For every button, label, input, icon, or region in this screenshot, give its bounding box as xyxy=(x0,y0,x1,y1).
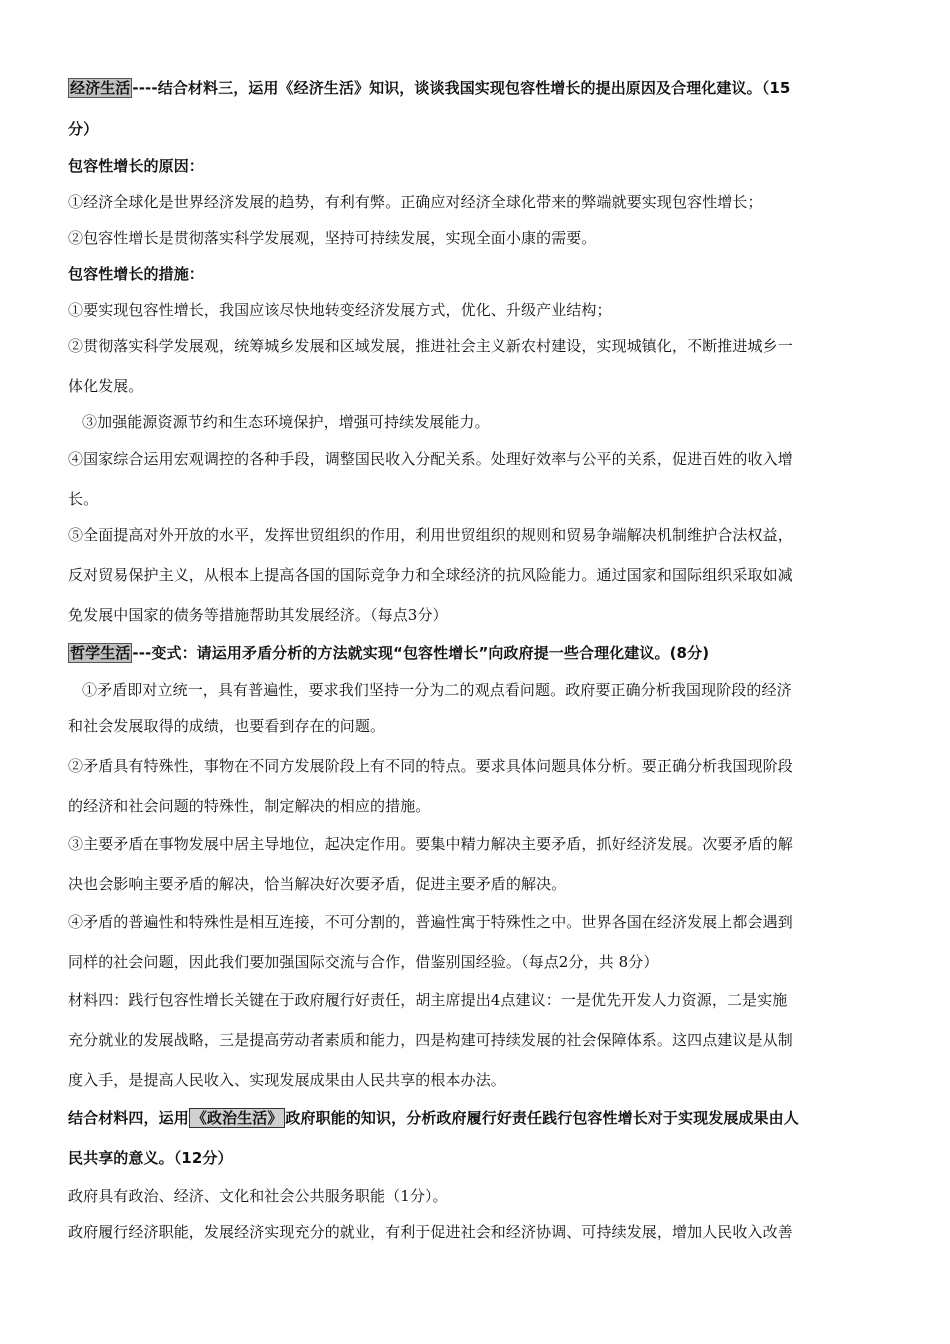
measure-item: ①要实现包容性增长，我国应该尽快地转变经济发展方式，优化、升级产业结构； xyxy=(68,301,612,319)
philosophy-item-cont: 决也会影响主要矛盾的解决，恰当解决好次要矛盾，促进主要矛盾的解决。 xyxy=(68,875,567,893)
question-politics-score: 民共享的意义。（12分） xyxy=(68,1149,233,1167)
philosophy-item-cont: 和社会发展取得的成绩，也要看到存在的问题。 xyxy=(68,717,386,735)
measure-item-cont: 反对贸易保护主义，从根本上提高各国的国际竞争力和全球经济的抗风险能力。通过国家和国际组织采取如减 xyxy=(68,566,793,584)
question-philosophy-line: 哲学生活 ---变式：请运用矛盾分析的方法就实现“包容性增长”向政府提一些合理化建议。(8分) xyxy=(70,644,710,662)
philosophy-item: ③主要矛盾在事物发展中居主导地位，起决定作用。要集中精力解决主要矛盾，抓好经济发展。次要矛盾的解 xyxy=(68,835,793,853)
reason-item: ①经济全球化是世界经济发展的趋势，有利有弊。正确应对经济全球化带来的弊端就要实现包容性增长； xyxy=(68,193,763,211)
answer-line: 政府履行经济职能，发展经济实现充分的就业，有利于促进社会和经济协调、可持续发展，增加人民收入改善 xyxy=(68,1223,793,1241)
philosophy-item-cont: 的经济和社会问题的特殊性，制定解决的相应的措施。 xyxy=(68,797,431,815)
philosophy-item: ②矛盾具有特殊性，事物在不同方发展阶段上有不同的特点。要求具体问题具体分析。要正确分析我国现阶段 xyxy=(68,757,793,775)
reason-item: ②包容性增长是贯彻落实科学发展观，坚持可持续发展，实现全面小康的需要。 xyxy=(68,229,597,247)
measure-item: ②贯彻落实科学发展观，统筹城乡发展和区域发展，推进社会主义新农村建设，实现城镇化，不断推进城乡一 xyxy=(68,337,793,355)
measure-item-cont: 体化发展。 xyxy=(68,377,144,395)
economic-life-tag: 经济生活 xyxy=(70,79,131,97)
answer-line: 政府具有政治、经济、文化和社会公共服务职能（1分）。 xyxy=(68,1187,448,1205)
material-four: 材料四：践行包容性增长关键在于政府履行好责任，胡主席提出4点建议：一是优先开发人力资源，二是实施 xyxy=(68,991,788,1009)
material-four-cont: 度入手，是提高人民收入、实现发展成果由人民共享的根本办法。 xyxy=(68,1071,506,1089)
measure-item-cont: 长。 xyxy=(68,490,99,508)
measure-item: ③加强能源资源节约和生态环境保护，增强可持续发展能力。 xyxy=(82,413,490,431)
philosophy-life-tag: 哲学生活 xyxy=(70,644,131,662)
question-economic-score: 分） xyxy=(68,120,99,138)
philosophy-item: ①矛盾即对立统一，具有普遍性，要求我们坚持一分为二的观点看问题。政府要正确分析我国现阶段的经济 xyxy=(82,681,792,699)
question-economic-line: 经济生活 ----结合材料三，运用《经济生活》知识，谈谈我国实现包容性增长的提出原因及合理化建议。（15 xyxy=(70,79,791,97)
measure-item-cont: 免发展中国家的债务等措施帮助其发展经济。（每点3分） xyxy=(68,606,448,624)
measure-item: ④国家综合运用宏观调控的各种手段，调整国民收入分配关系。处理好效率与公平的关系，促进百姓的收入增 xyxy=(68,450,793,468)
question-politics-line: 结合材料四，运用 《政治生活》 政府职能的知识，分析政府履行好责任践行包容性增长对于实现发展成果由人 xyxy=(68,1109,799,1127)
politics-life-tag: 《政治生活》 xyxy=(189,1108,286,1128)
measure-item: ⑤全面提高对外开放的水平，发挥世贸组织的作用，利用世贸组织的规则和贸易争端解决机制维护合法权益， xyxy=(68,526,793,544)
measures-heading: 包容性增长的措施： xyxy=(68,265,204,283)
philosophy-item-cont: 同样的社会问题，因此我们要加强国际交流与合作，借鉴别国经验。（每点2分，共 8分） xyxy=(68,953,659,971)
philosophy-item: ④矛盾的普遍性和特殊性是相互连接，不可分割的，普遍性寓于特殊性之中。世界各国在经济发展上都会遇到 xyxy=(68,913,793,931)
reasons-heading: 包容性增长的原因： xyxy=(68,157,204,175)
material-four-cont: 充分就业的发展战略，三是提高劳动者素质和能力，四是构建可持续发展的社会保障体系。这四点建议是从制 xyxy=(68,1031,793,1049)
